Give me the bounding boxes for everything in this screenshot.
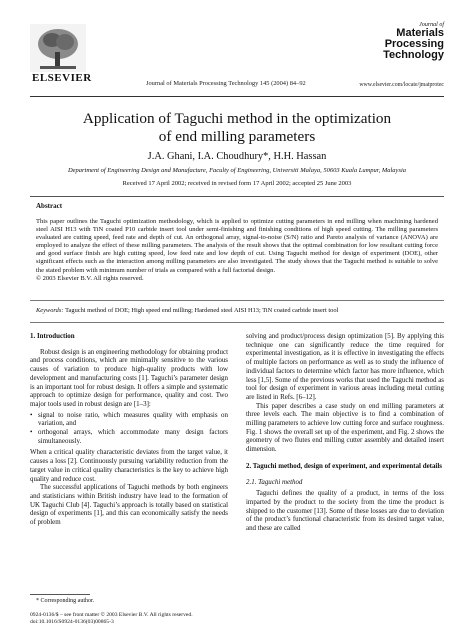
paragraph: Robust design is an engineering methodology for obtaining product and process conditions, which are minimally sensitive to the various causes of variation to produce high-quality products with low development and manufacturing costs [1]. Taguchi’s parameter design is an important tool for robust design. It offers a simple and systematic approach to optimize design for performance, quality and cost. Two major tools used in robust design are [1–3]: bbox=[30, 347, 228, 408]
title-line: Application of Taguchi method in the optimization bbox=[82, 110, 392, 127]
divider bbox=[30, 300, 444, 301]
doi-line[interactable]: doi:10.1016/S0924-0136(03)00865-3 bbox=[30, 619, 114, 625]
copyright-line: © 2003 Elsevier B.V. All rights reserved. bbox=[36, 274, 144, 282]
footnote-divider bbox=[30, 594, 90, 595]
journal-header bbox=[30, 22, 444, 102]
section-heading: 2. Taguchi method, design of experiment, and experimental details bbox=[246, 461, 442, 470]
keywords-text: Taguchi method of DOE; High speed end milling; Hardened steel AISI H13; TiN coated carbide insert tool bbox=[65, 307, 339, 314]
journal-of-label: Journal of bbox=[419, 22, 444, 28]
journal-title-line: Processing bbox=[384, 38, 444, 50]
subsection-heading: 2.1. Taguchi method bbox=[246, 477, 303, 486]
abstract-heading: Abstract bbox=[36, 202, 63, 210]
paragraph: Taguchi defines the quality of a product, in terms of the loss imparted by the product to the society from the time the product is shipped to the customer [13]. Some of these losses are due to deviation of the product’s functional characteristic from its desired target value, and these are called bbox=[246, 489, 444, 533]
paragraph: This paper describes a case study on end milling parameters at three levels each. The main objective is to find a combination of milling parameters to achieve low cutting force and surface roughness. Fig. 1 shows the overall set up of the experiment, and Fig. 2 shows the geometry of two flutes end milling cutter assembly and detailed insert dimension. bbox=[246, 401, 444, 454]
elsevier-tree-logo bbox=[30, 24, 86, 72]
journal-title-line: Technology bbox=[383, 49, 444, 61]
divider bbox=[30, 196, 444, 197]
front-matter-line: 0924-0136/$ – see front matter © 2003 Elsevier B.V. All rights reserved. bbox=[30, 612, 193, 618]
section-heading: 1. Introduction bbox=[30, 332, 75, 340]
journal-title-box bbox=[374, 22, 444, 61]
abstract-body bbox=[36, 218, 438, 283]
list-item: • signal to noise ratio, which measures quality with emphasis on variation, and bbox=[30, 411, 228, 428]
paragraph: When a critical quality characteristic deviates from the target value, it causes a loss [2]. Continuously pursuing variability reduction from the target value in critical quality characteristics is the key to achieve high quality and reduce cost. bbox=[30, 448, 228, 483]
journal-title-line: Materials bbox=[396, 27, 444, 39]
paragraph: solving and product/process design optimization [5]. By applying this technique one can significantly reduce the time required for experimental investigation, as it is effective in investigating the effects of multiple factors on performance as well as to study the influence of individual factors to determine which factor has more influence, which less [1,5]. Some of the previous works that used the Taguchi method as tool for design of experiment in various areas including metal cutting are listed in Refs. [6–12]. bbox=[246, 332, 444, 401]
paragraph: The successful applications of Taguchi methods by both engineers and statisticians within British industry have lead to the formation of UK Taguchi Club [4]. Taguchi’s approach is totally based on statistical design of experiments [1], and this can economically satisfy the needs of problem bbox=[30, 483, 228, 527]
footer-info bbox=[30, 612, 193, 626]
article-title bbox=[30, 110, 444, 146]
affiliation: Department of Engineering Design and Manufacture, Faculty of Engineering, Universiti Malaya, 50603 Kuala Lumpur, Malaysia bbox=[67, 167, 407, 174]
divider bbox=[30, 322, 444, 323]
keywords bbox=[36, 307, 438, 314]
list-item: • orthogonal arrays, which accommodate many design factors simultaneously. bbox=[30, 428, 228, 445]
right-column bbox=[246, 332, 444, 533]
received-dates: Received 17 April 2002; received in revised form 17 April 2002; accepted 25 June 2003 bbox=[122, 180, 352, 187]
header-divider bbox=[30, 96, 444, 97]
journal-citation: Journal of Materials Processing Technology 145 (2004) 84–92 bbox=[146, 80, 306, 87]
title-line: of end milling parameters bbox=[158, 128, 316, 145]
bullet-list bbox=[30, 411, 228, 446]
journal-url[interactable]: www.elsevier.com/locate/jmatprotec bbox=[359, 82, 444, 88]
left-column bbox=[30, 332, 228, 527]
footnote: * Corresponding author. bbox=[36, 598, 95, 604]
author-list: J.A. Ghani, I.A. Choudhury*, H.H. Hassan bbox=[147, 151, 327, 162]
abstract-text: This paper outlines the Taguchi optimization methodology, which is applied to optimize cutting parameters in end milling when machining hardened steel AISI H13 with TiN coated P10 carbide insert tool under semi-finishing and finishing conditions of high speed cutting. The milling parameters evaluated are cutting speed, feed rate and depth of cut. An orthogonal array, signal-to-noise (S/N) ratio and Pareto analysis of variance (ANOVA) are employed to analyze the effect of these milling parameters. The analysis of the result shows that the optimal combination for low resultant cutting force and good surface finish are high cutting speed, low feed rate and low depth of cut. Using Taguchi method for design of experiment (DOE), other significant effects such as the interaction among milling parameters are also investigated. The study shows that the Taguchi method is suitable to solve the stated problem with minimum number of trials as compared with a full factorial design. bbox=[36, 218, 438, 274]
publisher-name: ELSEVIER bbox=[32, 72, 92, 84]
keywords-label: Keywords: bbox=[36, 307, 64, 314]
